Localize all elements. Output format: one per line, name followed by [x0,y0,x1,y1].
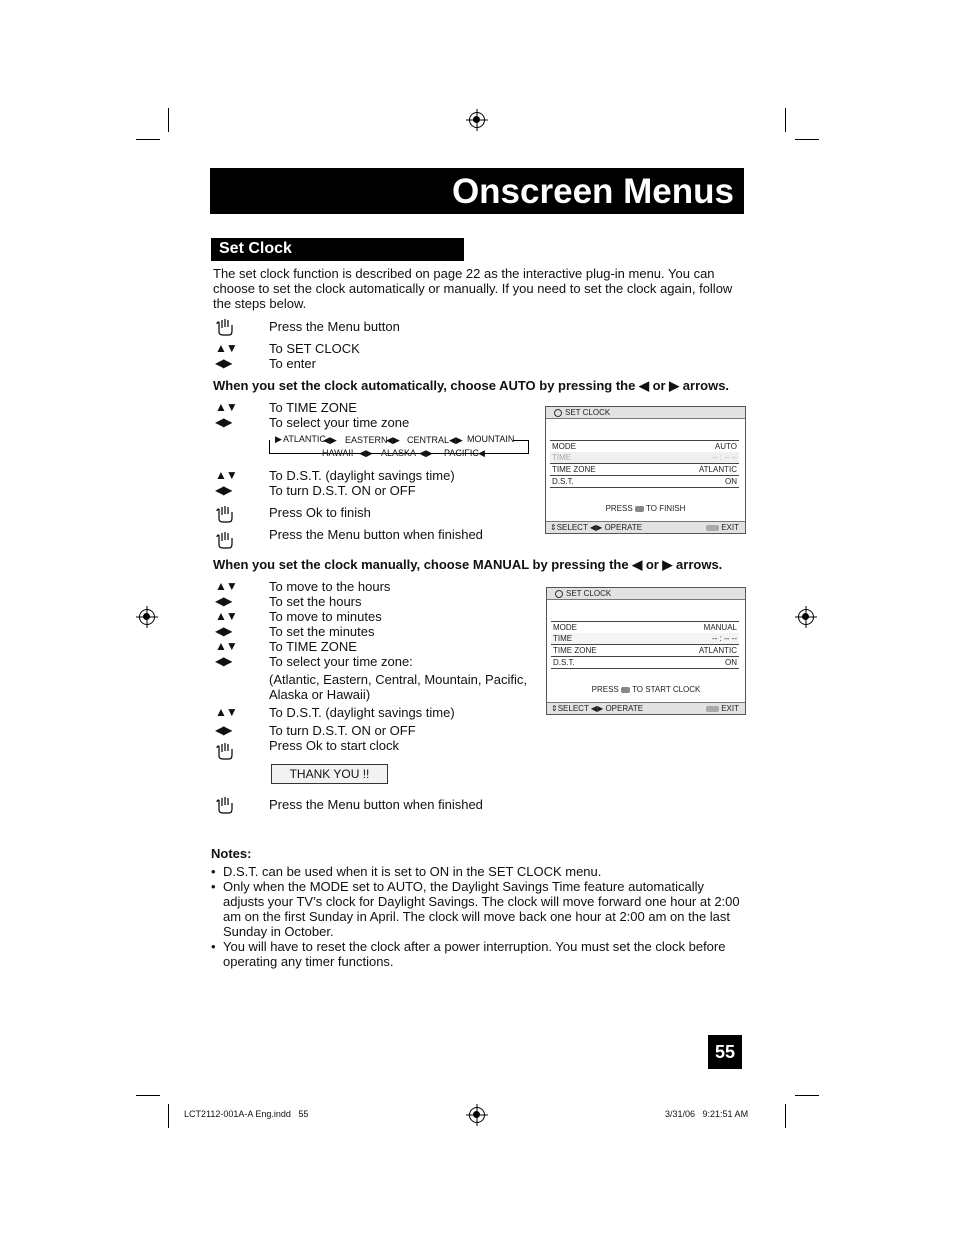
osd-set-clock-auto [545,406,746,534]
step-text: To SET CLOCK [269,341,360,356]
menu-button-icon [706,706,719,712]
section-title: Set Clock [219,240,292,257]
intro-paragraph: The set clock function is described on page 22 as the interactive plug-in menu. You can choose to set the clock automatically or manually. If you need to set the clock again, follow the steps below. [213,266,733,311]
page-title-bar [210,168,744,214]
arrow-icon: ◀ [478,448,485,458]
registration-mark-icon [139,609,155,625]
hand-press-icon [215,794,235,814]
leftright-arrows-icon: ◀▶ [215,594,232,608]
hand-press-icon [215,529,235,549]
osd-press-hint: PRESS TO FINISH [605,504,686,513]
updown-arrows-icon: ▲▼ [215,609,237,623]
hand-press-icon [215,503,235,523]
step-text: To set the hours [269,594,362,609]
zone-label: ALASKA [381,448,417,458]
arrow-icon: ◀▶ [323,435,337,445]
osd-row-dst: D.S.T. ON [552,477,737,486]
zone-label: MOUNTAIN [467,434,515,444]
step-text: To TIME ZONE [269,639,357,654]
timezone-cycle-diagram [269,434,531,460]
step-text: Press Ok to finish [269,505,371,520]
step-text: (Atlantic, Eastern, Central, Mountain, Pacific, Alaska or Hawaii) [269,672,527,702]
step-text: Press Ok to start clock [269,738,400,753]
updown-arrows-icon: ▲▼ [215,639,237,653]
updown-arrows-icon: ▲▼ [215,705,237,719]
arrow-icon: ◀▶ [419,448,433,458]
manual-heading: When you set the clock manually, choose MANUAL by pressing the ◀ or ▶ arrows. [213,557,723,572]
page-number: 55 [708,1035,742,1069]
step-text: Press the Menu button when finished [269,797,483,812]
step-text: To enter [269,356,316,371]
updown-arrows-icon: ▲▼ [215,341,237,355]
crop-mark [136,139,160,140]
updown-arrows-icon: ▲▼ [215,468,237,482]
zone-label: PACIFIC [444,448,479,458]
osd-set-clock-manual [546,587,746,715]
osd-row-time: TIME -- : -- -- [553,634,737,643]
zone-label: HAWAII [322,448,354,458]
leftright-arrows-icon: ◀▶ [215,654,232,668]
clock-icon [554,409,562,417]
crop-mark [168,1104,169,1128]
clock-icon [555,590,563,598]
section-header [211,238,464,261]
registration-mark-icon [469,1107,485,1123]
zone-label: ATLANTIC [283,434,326,444]
osd-footer: ⇕SELECT ◀▶ OPERATE EXIT [546,521,745,533]
page-title: Onscreen Menus [451,172,734,211]
zone-label: EASTERN [345,435,388,445]
menu-button-icon [706,525,719,531]
updown-arrows-icon: ▲▼ [215,579,237,593]
step-text: To D.S.T. (daylight savings time) [269,468,455,483]
step-text: To select your time zone [269,415,410,430]
step-text: To set the minutes [269,624,375,639]
osd-row-timezone: TIME ZONE ATLANTIC [552,465,737,474]
thank-you-box: THANK YOU !! [271,764,388,784]
osd-row-mode: MODE AUTO [552,442,737,451]
step-text: To D.S.T. (daylight savings time) [269,705,455,720]
step-text: Press the Menu button [269,319,400,334]
leftright-arrows-icon: ◀▶ [215,624,232,638]
crop-mark [795,1095,819,1096]
step-text: To move to the hours [269,579,391,594]
crop-mark [785,108,786,132]
updown-arrows-icon: ▲▼ [215,400,237,414]
footer-date: 3/31/06 9:21:51 AM [665,1109,749,1119]
leftright-arrows-icon: ◀▶ [215,356,232,370]
notes-list [211,864,746,969]
ok-button-icon [635,506,644,512]
leftright-arrows-icon: ◀▶ [215,415,232,429]
leftright-arrows-icon: ◀▶ [215,723,232,737]
arrow-icon: ◀▶ [386,435,400,445]
note-item: • D.S.T. can be used when it is set to ON in the SET CLOCK menu. [211,864,746,879]
ok-button-icon [621,687,630,693]
step-text: Press the Menu button when finished [269,527,483,542]
registration-mark-icon [798,609,814,625]
arrow-icon: ▶ [275,434,282,444]
crop-mark [795,139,819,140]
note-item: • Only when the MODE set to AUTO, the Daylight Savings Time feature automatically adjusts your TV’s clock for Daylight Savings. The clock will move forward one hour at 2:00 am on the first Sunday in April. The clock will move back one hour at 2:00 am on the last Sunday in October. [211,879,746,939]
osd-row-mode: MODE MANUAL [553,623,737,632]
hand-press-icon [215,316,235,336]
step-text: To move to minutes [269,609,382,624]
step-text: To select your time zone: [269,654,413,669]
notes-heading: Notes: [211,846,252,861]
footer-file: LCT2112-001A-A Eng.indd 55 [184,1109,309,1119]
zone-label: CENTRAL [407,435,450,445]
auto-heading: When you set the clock automatically, choose AUTO by pressing the ◀ or ▶ arrows. [213,378,730,393]
crop-mark [168,108,169,132]
registration-mark-icon [469,112,485,128]
osd-row-dst: D.S.T. ON [553,658,737,667]
osd-row-time: TIME -- : -- -- [552,453,737,462]
hand-press-icon [215,740,235,760]
osd-title: SET CLOCK [566,589,612,598]
arrow-icon: ◀▶ [449,435,463,445]
step-text: To TIME ZONE [269,400,357,415]
leftright-arrows-icon: ◀▶ [215,483,232,497]
note-item: • You will have to reset the clock after a power interruption. You must set the clock before operating any timer functions. [211,939,746,969]
osd-footer: ⇕SELECT ◀▶ OPERATE EXIT [547,702,745,714]
crop-mark [136,1095,160,1096]
osd-row-timezone: TIME ZONE ATLANTIC [553,646,737,655]
osd-title: SET CLOCK [565,408,611,417]
osd-header [546,407,745,419]
crop-mark [785,1104,786,1128]
step-text: To turn D.S.T. ON or OFF [269,723,416,738]
osd-press-hint: PRESS TO START CLOCK [591,685,701,694]
osd-header [547,588,745,600]
step-text: To turn D.S.T. ON or OFF [269,483,416,498]
arrow-icon: ◀▶ [359,448,373,458]
